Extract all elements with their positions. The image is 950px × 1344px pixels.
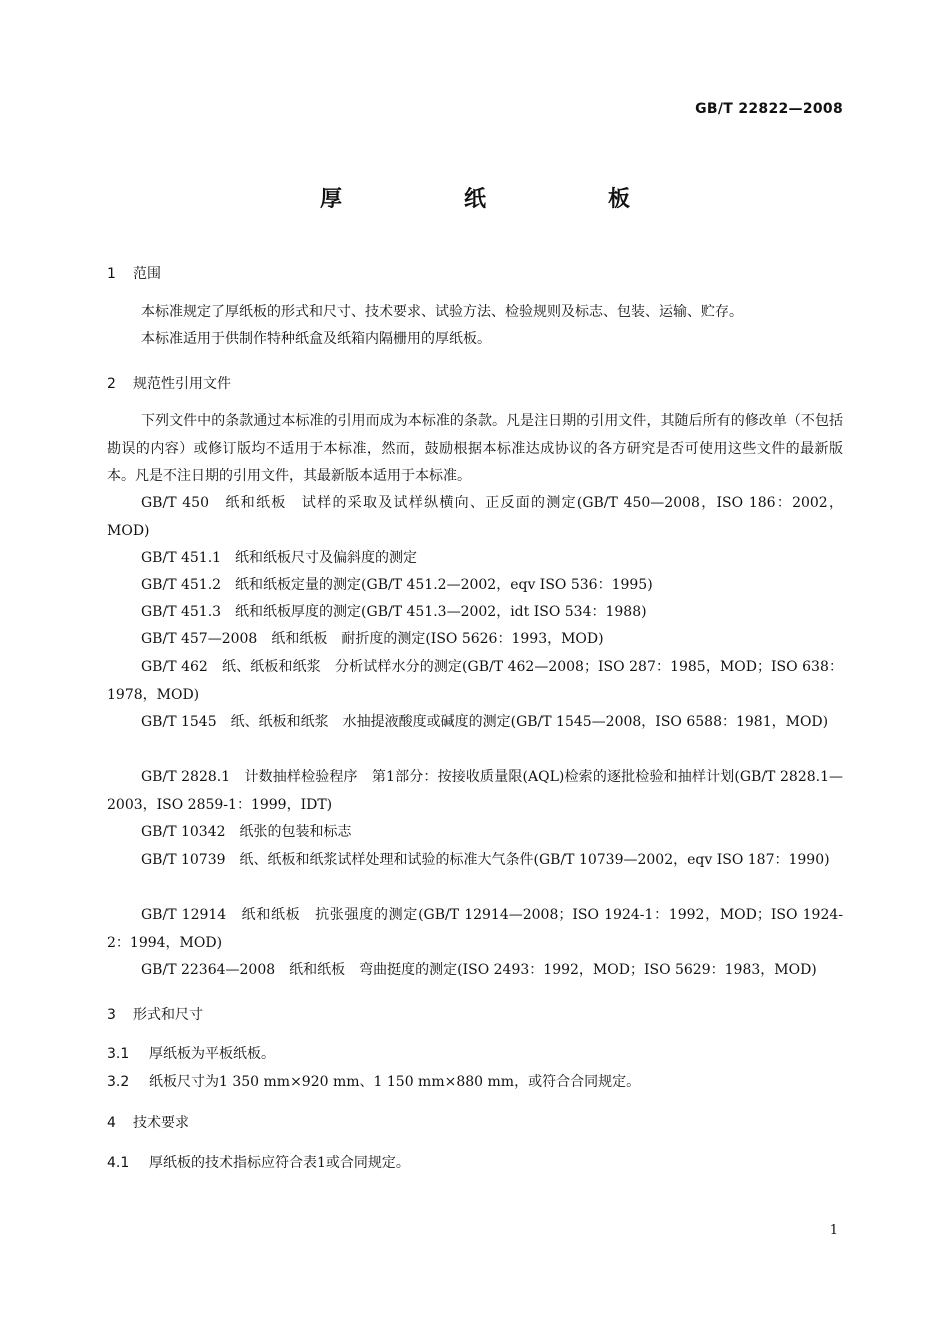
clause-number: 4.1 [107,1155,130,1171]
reference-item: GB/T 451.3 纸和纸板厚度的测定(GB/T 451.3—2002，idt ISO 534：1988) [141,604,647,620]
clause-3-2 [107,1071,843,1091]
reference-item: GB/T 10342 纸张的包装和标志 [141,824,352,840]
section-title: 规范性引用文件 [133,376,231,392]
reference-item: GB/T 2828.1 计数抽样检验程序 第1部分：按接收质量限(AQL)检索的逐批检验和抽样计划(GB/T 2828.1—2003，ISO 2859-1：1999，IDT) [107,769,843,813]
standard-code: GB/T 22822—2008 [695,101,843,117]
reference-item: GB/T 10739 纸、纸板和纸浆试样处理和试验的标准大气条件(GB/T 10739—2002，eqv ISO 187：1990) [141,852,830,868]
section-4-heading [107,1112,189,1132]
scope-paragraph-1: 本标准规定了厚纸板的形式和尺寸、技术要求、试验方法、检验规则及标志、包装、运输、贮存。 [141,304,743,320]
references-intro: 下列文件中的条款通过本标准的引用而成为本标准的条款。凡是注日期的引用文件，其随后所有的修改单（不包括勘误的内容）或修订版均不适用于本标准，然而，鼓励根据本标准达成协议的各方研究是否可使用这些文件的最新版本。凡是不注日期的引用文件，其最新版本适用于本标准。 [107,413,843,484]
scope-paragraph-2: 本标准适用于供制作特种纸盒及纸箱内隔栅用的厚纸板。 [141,331,491,347]
section-number: 3 [107,1007,116,1023]
section-1-heading [107,263,161,283]
clause-4-1 [107,1152,843,1172]
reference-item: GB/T 1545 纸、纸板和纸浆 水抽提液酸度或碱度的测定(GB/T 1545—2008，ISO 6588：1981，MOD) [141,714,829,730]
section-3-heading [107,1004,203,1024]
clause-3-1 [107,1043,843,1063]
reference-item: GB/T 22364—2008 纸和纸板 弯曲挺度的测定(ISO 2493：1992，MOD；ISO 5629：1983，MOD) [141,962,817,978]
clause-text: 纸板尺寸为1 350 mm×920 mm、1 150 mm×880 mm，或符合合同规定。 [149,1074,641,1090]
reference-item: GB/T 457—2008 纸和纸板 耐折度的测定(ISO 5626：1993，MOD) [141,631,604,647]
section-number: 1 [107,266,116,282]
clause-text: 厚纸板的技术指标应符合表1或合同规定。 [149,1155,410,1171]
reference-item: GB/T 462 纸、纸板和纸浆 分析试样水分的测定(GB/T 462—2008；ISO 287：1985，MOD；ISO 638：1978，MOD) [107,659,843,703]
section-title: 范围 [133,266,161,282]
section-number: 2 [107,376,116,392]
document-title: 厚 纸 板 [319,187,680,212]
section-2-heading [107,373,231,393]
reference-item: GB/T 451.2 纸和纸板定量的测定(GB/T 451.2—2002，eqv ISO 536：1995) [141,577,653,593]
section-number: 4 [107,1115,116,1131]
clause-text: 厚纸板为平板纸板。 [149,1046,275,1062]
section-title: 技术要求 [133,1115,189,1131]
page-number: 1 [829,1223,838,1238]
reference-item: GB/T 451.1 纸和纸板尺寸及偏斜度的测定 [141,550,418,566]
reference-item: GB/T 450 纸和纸板 试样的采取及试样纵横向、正反面的测定(GB/T 450—2008，ISO 186：2002，MOD) [107,495,843,539]
reference-item: GB/T 12914 纸和纸板 抗张强度的测定(GB/T 12914—2008；ISO 1924-1：1992，MOD；ISO 1924-2：1994，MOD) [107,907,843,951]
section-title: 形式和尺寸 [133,1007,203,1023]
clause-number: 3.2 [107,1074,130,1090]
clause-number: 3.1 [107,1046,130,1062]
